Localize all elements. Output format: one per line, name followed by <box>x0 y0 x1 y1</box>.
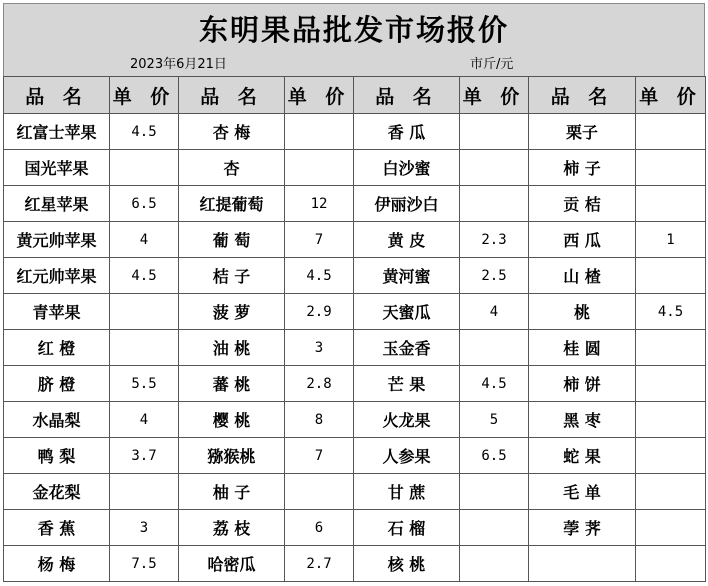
price-cell: 4 <box>110 222 179 258</box>
price-cell <box>110 294 179 330</box>
fruit-name-cell: 红提葡萄 <box>179 186 285 222</box>
header-name: 品 名 <box>179 77 285 114</box>
price-cell <box>285 114 354 150</box>
fruit-name-cell: 菠 萝 <box>179 294 285 330</box>
price-cell: 6 <box>285 510 354 546</box>
price-cell: 8 <box>285 402 354 438</box>
fruit-name-cell: 杨 梅 <box>4 546 110 582</box>
price-cell <box>460 150 529 186</box>
price-cell <box>636 474 706 510</box>
fruit-name-cell: 金花梨 <box>4 474 110 510</box>
price-cell <box>460 114 529 150</box>
fruit-name-cell: 山 楂 <box>529 258 636 294</box>
price-table <box>3 76 706 582</box>
fruit-name-cell: 青苹果 <box>4 294 110 330</box>
price-cell <box>460 474 529 510</box>
header-name: 品 名 <box>4 77 110 114</box>
price-cell <box>460 510 529 546</box>
price-cell: 4.5 <box>110 258 179 294</box>
price-cell: 7.5 <box>110 546 179 582</box>
price-cell: 3 <box>110 510 179 546</box>
table-row <box>4 366 706 402</box>
price-cell <box>636 186 706 222</box>
fruit-name-cell: 荸 荠 <box>529 510 636 546</box>
price-cell: 7 <box>285 222 354 258</box>
fruit-name-cell: 水晶梨 <box>4 402 110 438</box>
fruit-name-cell: 桂 圆 <box>529 330 636 366</box>
fruit-name-cell: 葡 萄 <box>179 222 285 258</box>
price-cell <box>636 330 706 366</box>
price-cell: 1 <box>636 222 706 258</box>
price-cell: 4.5 <box>460 366 529 402</box>
price-cell <box>110 474 179 510</box>
fruit-name-cell: 荔 枝 <box>179 510 285 546</box>
sheet-title: 东明果品批发市场报价 <box>198 13 509 47</box>
price-cell: 7 <box>285 438 354 474</box>
price-cell <box>460 330 529 366</box>
fruit-name-cell: 国光苹果 <box>4 150 110 186</box>
price-cell <box>285 474 354 510</box>
price-cell <box>285 150 354 186</box>
price-cell <box>636 150 706 186</box>
table-row <box>4 258 706 294</box>
fruit-name-cell: 油 桃 <box>179 330 285 366</box>
table-row <box>4 438 706 474</box>
price-cell: 6.5 <box>110 186 179 222</box>
fruit-name-cell: 柿 饼 <box>529 366 636 402</box>
price-cell: 6.5 <box>460 438 529 474</box>
price-sheet <box>3 3 705 582</box>
unit-label: 市斤/元 <box>470 57 514 72</box>
table-row <box>4 330 706 366</box>
fruit-name-cell: 人参果 <box>354 438 460 474</box>
price-cell <box>460 546 529 582</box>
fruit-name-cell: 柿 子 <box>529 150 636 186</box>
fruit-name-cell: 杏 <box>179 150 285 186</box>
table-row <box>4 186 706 222</box>
fruit-name-cell: 脐 橙 <box>4 366 110 402</box>
price-cell <box>636 546 706 582</box>
fruit-name-cell: 红 橙 <box>4 330 110 366</box>
price-cell: 2.8 <box>285 366 354 402</box>
price-cell <box>636 114 706 150</box>
fruit-name-cell: 红元帅苹果 <box>4 258 110 294</box>
table-row <box>4 150 706 186</box>
price-cell: 2.7 <box>285 546 354 582</box>
fruit-name-cell: 香 蕉 <box>4 510 110 546</box>
fruit-name-cell: 猕猴桃 <box>179 438 285 474</box>
fruit-name-cell: 芒 果 <box>354 366 460 402</box>
price-cell <box>636 366 706 402</box>
table-row <box>4 474 706 510</box>
fruit-name-cell: 天蜜瓜 <box>354 294 460 330</box>
price-cell: 12 <box>285 186 354 222</box>
fruit-name-cell: 红星苹果 <box>4 186 110 222</box>
header-price: 单 价 <box>460 77 529 114</box>
price-cell <box>110 330 179 366</box>
price-cell: 2.3 <box>460 222 529 258</box>
price-cell <box>636 402 706 438</box>
price-cell: 4.5 <box>285 258 354 294</box>
price-cell: 2.5 <box>460 258 529 294</box>
fruit-name-cell: 石 榴 <box>354 510 460 546</box>
price-cell: 4.5 <box>110 114 179 150</box>
header-name: 品 名 <box>529 77 636 114</box>
header-row <box>4 77 706 114</box>
table-row <box>4 114 706 150</box>
fruit-name-cell: 鸭 梨 <box>4 438 110 474</box>
fruit-name-cell: 蛇 果 <box>529 438 636 474</box>
price-cell: 4 <box>460 294 529 330</box>
fruit-name-cell: 西 瓜 <box>529 222 636 258</box>
price-cell <box>110 150 179 186</box>
fruit-name-cell: 伊丽沙白 <box>354 186 460 222</box>
fruit-name-cell: 桔 子 <box>179 258 285 294</box>
fruit-name-cell: 黄 皮 <box>354 222 460 258</box>
fruit-name-cell: 蕃 桃 <box>179 366 285 402</box>
fruit-name-cell: 核 桃 <box>354 546 460 582</box>
fruit-name-cell <box>529 546 636 582</box>
price-cell <box>636 438 706 474</box>
price-cell <box>460 186 529 222</box>
fruit-name-cell: 香 瓜 <box>354 114 460 150</box>
table-row <box>4 222 706 258</box>
price-cell <box>636 258 706 294</box>
header-price: 单 价 <box>285 77 354 114</box>
fruit-name-cell: 红富士苹果 <box>4 114 110 150</box>
price-cell <box>636 510 706 546</box>
price-cell: 4 <box>110 402 179 438</box>
fruit-name-cell: 黄元帅苹果 <box>4 222 110 258</box>
header-price: 单 价 <box>110 77 179 114</box>
fruit-name-cell: 白沙蜜 <box>354 150 460 186</box>
price-cell: 3.7 <box>110 438 179 474</box>
table-row <box>4 294 706 330</box>
fruit-name-cell: 贡 桔 <box>529 186 636 222</box>
price-cell: 2.9 <box>285 294 354 330</box>
fruit-name-cell: 玉金香 <box>354 330 460 366</box>
fruit-name-cell: 栗子 <box>529 114 636 150</box>
fruit-name-cell: 哈密瓜 <box>179 546 285 582</box>
price-cell: 5.5 <box>110 366 179 402</box>
table-row <box>4 510 706 546</box>
header-name: 品 名 <box>354 77 460 114</box>
price-cell: 4.5 <box>636 294 706 330</box>
fruit-name-cell: 柚 子 <box>179 474 285 510</box>
header-price: 单 价 <box>636 77 706 114</box>
fruit-name-cell: 桃 <box>529 294 636 330</box>
price-cell: 5 <box>460 402 529 438</box>
fruit-name-cell: 黄河蜜 <box>354 258 460 294</box>
fruit-name-cell: 黑 枣 <box>529 402 636 438</box>
table-row <box>4 402 706 438</box>
title-band <box>3 3 705 76</box>
date-label: 2023年6月21日 <box>130 57 227 72</box>
price-cell: 3 <box>285 330 354 366</box>
fruit-name-cell: 樱 桃 <box>179 402 285 438</box>
fruit-name-cell: 甘 蔗 <box>354 474 460 510</box>
fruit-name-cell: 毛 单 <box>529 474 636 510</box>
table-row <box>4 546 706 582</box>
fruit-name-cell: 杏 梅 <box>179 114 285 150</box>
fruit-name-cell: 火龙果 <box>354 402 460 438</box>
